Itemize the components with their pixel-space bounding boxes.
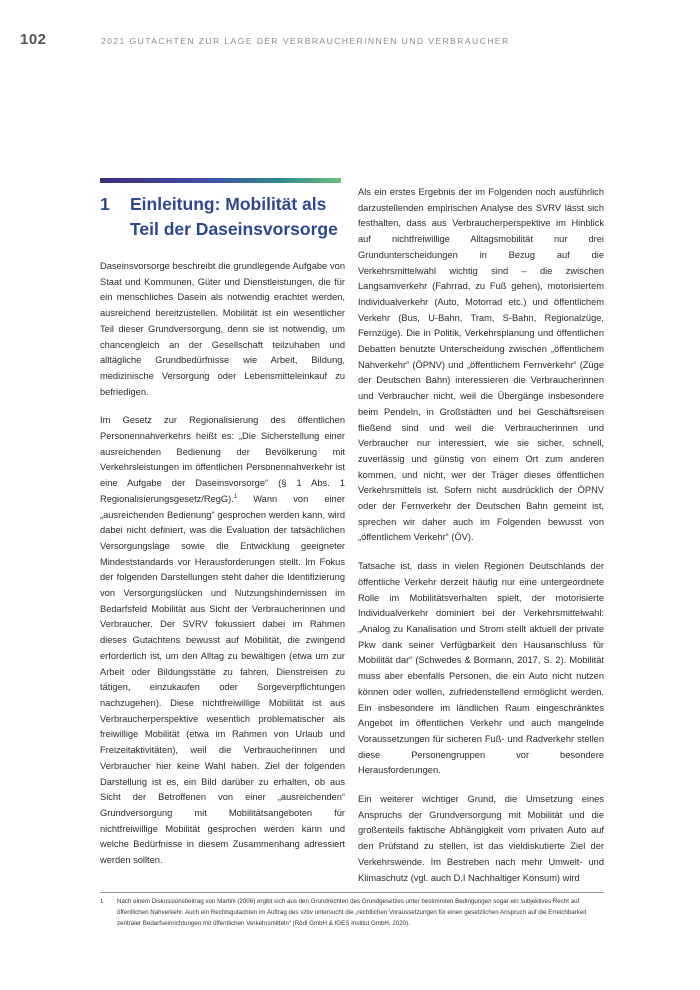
footnote-text: Nach einem Diskussionsbeitrag von Martini (2006) ergibt sich aus den Grundrechten des Grundgesetzes unter bestimmten Bedingungen sogar ein subjektives Recht auf öffentlichen Nahverkehr. Auch ein Rechtsgutachten im Auftrag des vzbv untersucht die „rechtlichen Voraussetzungen für einen gesetzlichen Anspruch auf die Erreichbarkeit zentraler Bedarfseinrichtungen mit öffentlichen Verkehrsmitteln“ (Rödl GmbH & IGES Institut GmbH, 2020). [117, 898, 587, 927]
right-column [358, 185, 604, 899]
left-paragraph-2-part-a: Im Gesetz zur Regionalisierung des öffentlichen Personennahverkehrs heißt es: „Die Sicherstellung einer ausreichenden Bedienung der Bevölkerung mit Verkehrsleistungen im öffentlichen Personennahverkehr ist eine Aufgabe der Daseinsvorsorge“ (§ 1 Abs. 1 Regionalisierungsgesetz/RegG). [100, 415, 345, 504]
left-paragraph-1: Daseinsvorsorge beschreibt die grundlegende Aufgabe von Staat und Kommunen, Güter und Dienstleistungen, die für ein menschliches Dasein als notwendig erachtet werden, ausreichend bereitzustellen. Mobilität ist ein wesentlicher Teil dieser Grundversorgung, denn sie ist notwendig, um chancengleich an der Gesellschaft teilzuhaben und alltägliche Grundbedürfnisse wie Arbeit, Bildung, medizinische Versorgung oder Lebensmitteleinkauf zu befriedigen. [100, 261, 345, 397]
footnote-number: 1 [100, 898, 104, 905]
left-paragraph-2 [100, 413, 345, 868]
section-color-bar [100, 178, 341, 183]
right-paragraph-3: Ein weiterer wichtiger Grund, die Umsetzung eines Anspruchs der Grundversorgung mit Mobilität und die großenteils faktische Abhängigkeit vom privaten Auto auf den Prüfstand zu stellen, ist das vieldiskutierte Ziel der Verkehrswende. Im Bestreben nach mehr Umwelt- und Klimaschutz (vgl. auch D.I Nachhaltiger Konsum) wird [358, 794, 604, 883]
footnote-ref[interactable]: 1 [233, 493, 238, 500]
section-title: Einleitung: Mobilität als Teil der Daseinsvorsorge [130, 194, 338, 239]
left-column [100, 259, 345, 882]
left-paragraph-2-part-b: Wann von einer „ausreichenden Bedienung“ gesprochen werden kann, wird dabei nicht definiert, was die Evaluation der tatsächlichen Versorgungslage sowie die Entwicklung geeigneter Mindeststandards vor Herausforderungen stellt. Im Fokus der folgenden Darstellungen steht daher die Identifizierung von Versorgungslücken und Nutzungshindernissen im Bedarfsfeld Mobilität aus Sicht der Verbraucherinnen und Verbraucher. Der SVRV fokussiert dabei im Rahmen dieses Gutachtens bewusst auf Mobilität, die zwingend erforderlich ist, um den Alltag zu bewältigen (etwa um zur Arbeit oder Bildungsstätte zu fahren, Dienstreisen zu tätigen, einzukaufen oder Sorgeverpflichtungen nachzugehen). Diese nichtfreiwillige Mobilität ist aus Verbraucherperspektive wesentlich problematischer als freiwillige Mobilität (etwa im Rahmen von Urlaub und Freizeitaktivitäten), weil die Verbraucherinnen und Verbraucher hier keine Wahl haben. Ziel der folgenden Darstellung ist es, ein Bild darüber zu erhalten, ob aus Sicht der Betroffenen von einer „ausreichenden“ Grundversorgung mit Mobilitätsangeboten für nichtfreiwillige Mobilität gesprochen werden kann und welche Bedürfnisse in diesem Zusammenhang adressiert werden sollten. [100, 493, 345, 866]
page-number: 102 [20, 31, 47, 48]
section-number: 1 [100, 194, 110, 214]
running-header: 2021 GUTACHTEN ZUR LAGE DER VERBRAUCHERINNEN UND VERBRAUCHER [101, 36, 510, 46]
right-paragraph-1: Als ein erstes Ergebnis der im Folgenden noch ausführlich darzustellenden empirischen Analyse des SVRV lässt sich festhalten, dass aus Verbraucherperspektive im Hinblick auf nichtfreiwillige Alltagsmobilität nur drei Grundunterscheidungen in Bezug auf die Verkehrsmittelwahl wichtig sind – die zwischen Langsamverkehr (Fahrrad, zu Fuß gehen), motorisiertem Individualverkehr (Auto, Motorrad etc.) und öffentlichem Verkehr (Bus, U-Bahn, Tram, S-Bahn, Regionalzüge, Fernzüge). Die in Politik, Verkehrsplanung und öffentlichen Debatten benutzte Unterscheidung zwischen „öffentlichem Nahverkehr“ (ÖPNV) und „öffentlichem Fernverkehr“ (Züge der Deutschen Bahn) interessieren die Verbraucherinnen und Verbraucher nicht, weil die Übergänge insbesondere beim Pendeln, in Großstädten und bei Geschäftsreisen fließend sind und weil die Verbraucherinnen und Verbraucher nur interessiert, wie sie sicher, schnell, zuverlässig und günstig von einem Ort zum anderen kommen, und nicht, wer der Träger dieses öffentlichen Verkehrsmittels ist. Sofern nicht ausdrücklich der ÖPNV oder der Fernverkehr der Deutschen Bahn gemeint ist, sprechen wir daher auch im Folgenden bewusst von „öffentlichem Verkehr“ (ÖV). [358, 187, 604, 543]
right-paragraph-2: Tatsache ist, dass in vielen Regionen Deutschlands der öffentliche Verkehr derzeit häufig nur eine untergeordnete Rolle im Mobilitätsverhalten spielt, der motorisierte Individualverkehr dominiert bei der Verkehrsmittelwahl: „Analog zu Kanalisation und Strom stellt aktuell der private Pkw dank seiner Verfügbarkeit den Hausanschluss für Mobilität dar“ (Schwedes & Bormann, 2017, S. 2). Mobilität muss aber ebenfalls Personen, die ein Auto nicht nutzen können oder wollen, zufriedenstellend ermöglicht werden. Ein insbesondere im ländlichen Raum eingeschränktes Angebot im öffentlichen Verkehr und auch mangelnde Voraussetzungen für sicheren Fuß- und Radverkehr stellen diese Personengruppen vor besondere Herausforderungen. [358, 561, 604, 776]
footnote-divider [100, 892, 604, 893]
